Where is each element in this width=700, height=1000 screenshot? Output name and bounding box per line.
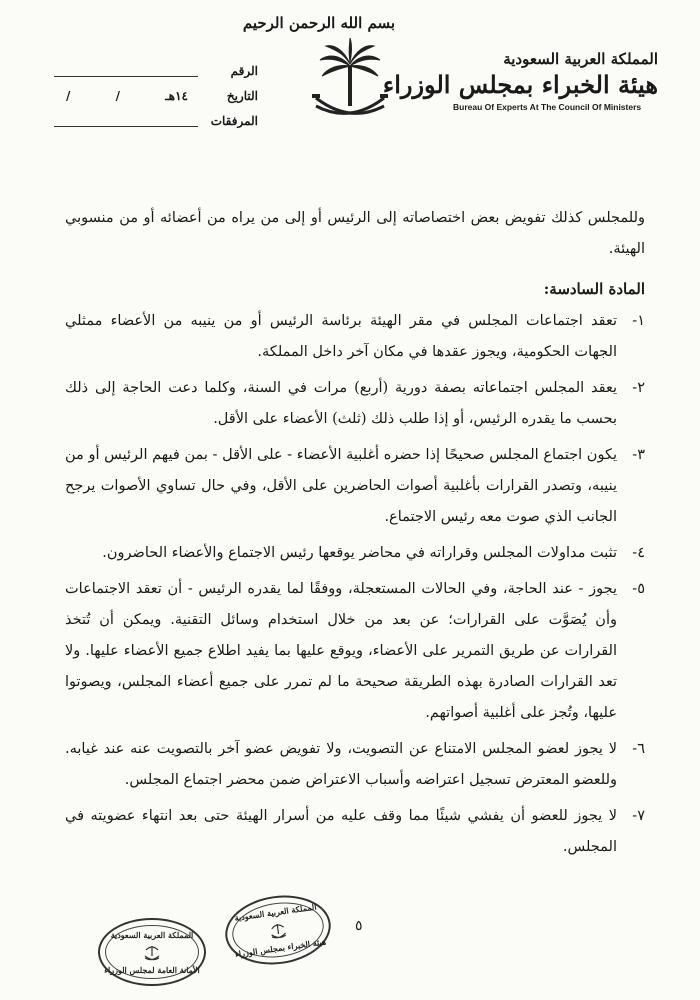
palm-swords-icon — [267, 919, 290, 942]
palm-swords-icon — [310, 36, 390, 126]
clause-number: ٦- — [632, 741, 645, 757]
clause-item — [65, 574, 645, 729]
clause-text: يعقد المجلس اجتماعاته بصفة دورية (أربع) مرات في السنة، وكلما دعت الحاجة إلى ذلك بحسب ما يقدره الرئيس، أو إذا طلب ذلك (ثلث) الأعضاء على الأقل. — [65, 380, 617, 427]
date-part-year: ١٤هـ — [165, 88, 188, 103]
clause-item — [65, 440, 645, 533]
clause-number: ٢- — [632, 380, 645, 396]
attachments-label: المرفقات — [210, 113, 258, 128]
seal-right-line-1: المملكة العربية السعودية — [233, 901, 318, 923]
clause-item — [65, 306, 645, 368]
kingdom-name: المملكة العربية السعودية — [503, 50, 658, 68]
date-row — [48, 83, 258, 108]
clause-text: لا يجوز للعضو أن يفشي شيئًا مما وقف عليه من أسرار الهيئة حتى بعد انتهاء عضويته في المجلس. — [65, 808, 617, 855]
clause-text: يجوز - عند الحاجة، وفي الحالات المستعجلة، ووفقًا لما يقدره الرئيس - أن تعقد الاجتماعات وأن يُصَوَّت على القرارات؛ عن بعد من خلال استخدام وسائل التقنية. ويمكن أن تُتخذ القرارات عن طريق التمرير على الأعضاء، ويوقع عليها بما يفيد اطلاع جميع الأعضاء عليها. ولا تعد القرارات الصادرة بهذه الطريقة صحيحة ما لم تمرر على جميع أعضاء المجلس، ويصوتوا عليها، وتُجز على أغلبية أصواتهم. — [65, 581, 617, 721]
clause-text: يكون اجتماع المجلس صحيحًا إذا حضره أغلبية الأعضاء - على الأقل - بمن فيهم الرئيس أو من ينيبه، وتصدر القرارات بأغلبية أصوات الحاضرين على الأقل، وفي حال تساوي الأصوات يرجح الجانب الذي صوت معه رئيس الاجتماع. — [65, 447, 617, 525]
clause-item — [65, 801, 645, 863]
article-title: المادة السادسة: — [543, 280, 645, 298]
date-sep-2: / — [66, 88, 71, 103]
seal-stamp-right — [221, 889, 335, 971]
clause-number: ٣- — [632, 447, 645, 463]
attachments-line — [54, 114, 198, 127]
attachments-row — [48, 108, 258, 133]
clause-number: ٥- — [632, 581, 645, 597]
number-row — [48, 58, 258, 83]
clause-number: ١- — [632, 313, 645, 329]
date-sep-1: / — [115, 88, 121, 103]
basmala: بسم الله الرحمن الرحيم — [242, 14, 395, 32]
date-label: التاريخ — [226, 88, 258, 103]
bureau-name-ar: هيئة الخبراء بمجلس الوزراء — [382, 70, 658, 99]
number-line — [54, 64, 198, 77]
seal-stamp-left — [98, 918, 206, 986]
seal-left-line-2: الأمانة العامة لمجلس الوزراء — [104, 965, 200, 975]
page-number: ٥ — [355, 918, 363, 934]
clause-text: تثبت مداولات المجلس وقراراته في محاضر يوقعها رئيس الاجتماع والأعضاء الحاضرون. — [102, 545, 617, 561]
clause-number: ٧- — [632, 808, 645, 824]
letter-fields — [48, 58, 258, 133]
document-body — [65, 203, 645, 868]
palm-swords-icon — [142, 942, 162, 962]
clause-item — [65, 734, 645, 796]
clause-item — [65, 373, 645, 435]
seal-left-line-1: المملكة العربية السعودية — [110, 930, 194, 940]
clause-text: تعقد اجتماعات المجلس في مقر الهيئة برئاسة الرئيس أو من ينيبه من الأعضاء ممثلي الجهات الحكومية، ويجوز عقدها في مكان آخر داخل المملكة. — [65, 313, 617, 360]
seal-right-line-2: هيئة الخبراء بمجلس الوزراء — [234, 936, 327, 960]
intro-paragraph: وللمجلس كذلك تفويض بعض اختصاصاته إلى الرئيس أو إلى من يراه من أعضائه أو من منسوبي الهيئة. — [65, 210, 645, 257]
number-label: الرقم — [230, 63, 258, 78]
clause-item — [65, 538, 645, 569]
bureau-logo — [382, 50, 658, 112]
clause-number: ٤- — [632, 545, 645, 561]
date-value — [48, 89, 198, 103]
clause-text: لا يجوز لعضو المجلس الامتناع عن التصويت، ولا تفويض عضو آخر بالتصويت عنه عند غيابه. وللعضو المعترض تسجيل اعتراضه وأسباب الاعتراض ضمن محضر اجتماع المجلس. — [65, 741, 617, 788]
bureau-name-en: Bureau Of Experts At The Council Of Ministers — [453, 102, 642, 112]
